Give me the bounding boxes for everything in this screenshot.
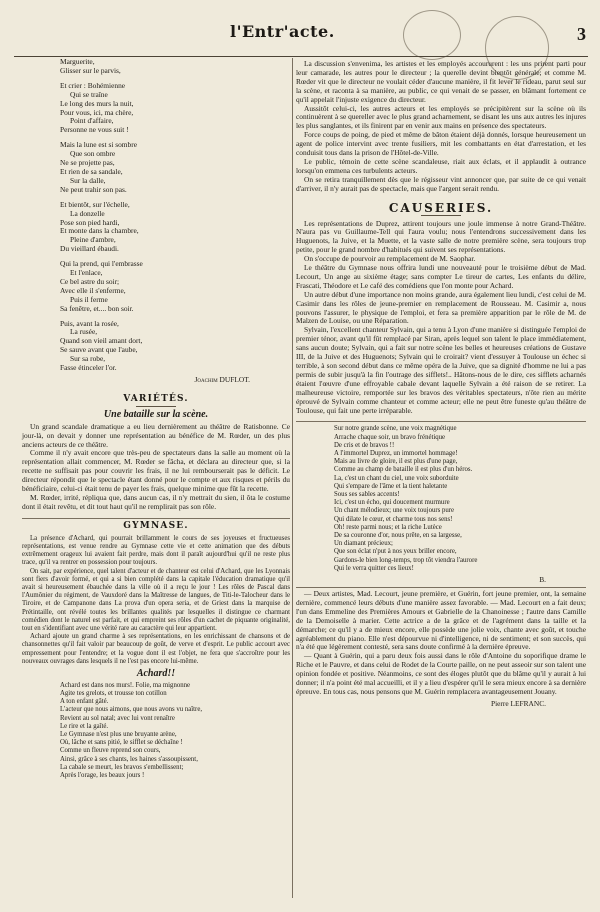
poem-line: Ne peut trahir son pas. — [60, 184, 127, 194]
verse-signature: B. — [539, 575, 546, 585]
article-paragraph: Comme il n'y avait encore que très-peu de spectateurs dans la salle au moment où la représentation allait commencer, M. Rœder se fâcha, et déclara au directeur que, si la recette ne suffisait pas pour couvrir les frais, il ne lui rembourserait pas le déficit. Le directeur répondit que le spectacle étant donné pour le compte et aux risques et périls du bénéficiaire, celui-ci était tenu de payer les frais, quelque minime que fût la recette. — [22, 448, 290, 494]
verse-line: Agite tes grelots, et trousse ton cotillon — [60, 690, 167, 698]
section-divider — [22, 518, 290, 519]
poem-line: Glisser sur le parvis, — [60, 65, 121, 75]
verse-line: Comme au champ de bataille il est plus d'un héros. — [334, 466, 473, 474]
verse-line: Arrache chaque soir, un bravo frénétique — [334, 433, 446, 441]
poem-signature: Joachim DUFLOT. — [194, 375, 250, 384]
poem-line: Point d'affaire, — [70, 116, 114, 126]
poem-line: Mais la lune est si sombre — [60, 140, 137, 150]
achard-verse-title: Achard!! — [136, 667, 176, 679]
poem-line: Et bientôt, sur l'échelle, — [60, 199, 130, 209]
poem-line: Et monte dans la chambre, — [60, 226, 139, 236]
poem-line: Du vieillard ébaudi. — [60, 244, 119, 254]
verse-line: Qui le verra quitter ces lieux! — [334, 564, 414, 572]
verse-line: La cabale se meurt, les bravos s'embellissent; — [60, 763, 184, 771]
verse-line: Un chant mélodieux; une voix toujours pure — [334, 507, 455, 515]
poem-line: Sa fenêtre, et.... bon soir. — [60, 303, 134, 313]
page-number: 3 — [577, 24, 586, 44]
verse-line: A l'immortel Duprez, un immortel hommage! — [334, 450, 458, 458]
verse-line: Qui dilate le cœur, et charme tous nos sens! — [334, 515, 453, 523]
library-stamp-icon — [403, 10, 461, 60]
verse-line: Comme un fleuve reprend son cours, — [60, 747, 161, 755]
article-paragraph: Les représentations de Duprez, attirent toujours une joule immense à notre Grand-Théâtre. N'aura pas vu Guillaume-Tell qui l'aura voulu; nous l'entendrons successivement dans les Huguenots, la Juive, et la Muette, et la vaste salle de notre première scène, sera toujours trop petite, pour le grand nombre d'habitués qui suivent ses représentations. — [296, 218, 586, 255]
verse-line: Revient au sol natal; avec lui vont renaître — [60, 714, 175, 722]
battle-continuation — [296, 60, 586, 194]
poem-line: Et crier : Bohémienne — [60, 80, 126, 90]
verse-line: Achard est dans nos murs!. Folie, ma mignonne — [60, 681, 191, 689]
article-paragraph: Aussitôt celui-ci, les autres acteurs et les employés se précipitèrent sur la scène où ils continuèrent à se quereller avec le plus grand acharnement, se disant les uns aux autres les injures les plus sanglantes, et ils finirent par en venir aux mains en présence des spectateurs. — [296, 103, 586, 131]
poem-line: La rusée, — [70, 327, 98, 337]
verse-line: Ainsi, grâce à ses chants, les haines s'assoupissent, — [60, 755, 198, 763]
varietes-title: VARIÉTÉS. — [22, 395, 290, 407]
article-paragraph: On se retira tranquillement dès que le régisseur vint annoncer que, par suite de ce qui venait d'arriver, il n'y aurait pas de spectacle, mais que l'argent serait rendu. — [296, 174, 586, 193]
article-paragraph: On s'occupe de pourvoir au remplacement de M. Saophar. — [304, 254, 476, 264]
article-paragraph: Un autre début d'une importance non moins grande, aura également lieu lundi, c'est celui de M. Casimir dans les rôles de jeune-premier en remplacement de Rousseau. M. Casimir a, nous pouvons l'assurer, le physique de l'emploi, et fera sa première apparition par le rôle de M. de Malzen de Louise, ou une Réparation. — [296, 289, 586, 326]
poem-line: Pose son pied hardi, — [60, 217, 120, 227]
poem-line: La donzelle — [70, 208, 105, 218]
poem-line: Fasse étinceler l'or. — [60, 363, 117, 373]
poem-line: Le long des murs la nuit, — [60, 98, 134, 108]
header-rule — [14, 56, 588, 57]
poem-line: Qui se traîne — [70, 89, 108, 99]
masthead-title: l'Entr'acte. — [230, 22, 335, 41]
achard-verse — [22, 682, 290, 780]
verse-line: Mais au livre de gloire, il est plus d'une page, — [334, 458, 458, 466]
verse-line: Où, lâche et sans pitié, le sifflet se déchaîne ! — [60, 739, 183, 747]
debuts-article — [296, 590, 586, 697]
varietes-headline: Une bataille sur la scène. — [103, 408, 209, 420]
verse-line: Après l'orage, les beaux jours ! — [60, 772, 145, 780]
article-paragraph: La discussion s'envenima, les artistes et les employés accoururent : les uns prirent parti pour leur camarade, les autres pour le directeur ; la querelle devint bientôt générale; et comme M. Rœder vit que le directeur ne voulait céder d'aucune manière, il fit lever le rideau, parut seul sur la scène, et raconta à sa manière, au public, ce qui venait de se passer, en blâmant fortement ce qu'il appelait l'injuste exigence du directeur. — [296, 59, 586, 104]
verse-line: Qui s'empare de l'âme et la tient haletante — [334, 482, 448, 490]
poem-line: Se sauve avant que l'aube, — [60, 345, 138, 355]
article-paragraph: Achard ajoute un grand charme à ses représentations, en les enrichissant de chansons et de chansonnettes qu'il fait valoir par beaucoup de goût, de verve et d'esprit. Le public accourt avec empressement pour l'entendre; et la vogue dont il est l'objet, ne fera que s'accroître pour les nouveaux ouvrages dans lesquels il ne l'est pas encore lui-même. — [22, 633, 290, 665]
left-column — [22, 58, 290, 780]
poem-line: Marguerite, — [60, 57, 95, 66]
poem-line: Et rien de sa sandale, — [60, 166, 123, 176]
poem-line: Ce bel astre du soir; — [60, 276, 120, 286]
article-paragraph: On sait, par expérience, quel talent d'acteur et de chanteur est celui d'Achard, que les Lyonnais sont fiers d'avoir formé, et qui a si bien complété dans la capitale l'éducation dramatique qu'il avait si heureusement ébauchée dans la ville où il a reçu le jour ! Les rôles de Pascal dans l'Aumônier du régiment, de Vauxdoré dans la Maîtresse de langues, de Titi-le-Talocheur dans le Tiroire, et de Campanone dans La prova d'un opera seria, et de Griest dans la marquise de Prétintaille, ont révélé toutes les brillantes qualités par lesquelles il distingue ce charmant comédien dont le naturel est parfait, et qui empreint ses rôles d'un cachet de piquante originalité, tout en s'identifiant avec une vérité rare au caractère qui leur appartient. — [22, 567, 290, 632]
verse-line: Ici, c'est un écho, qui doucement murmure — [334, 499, 450, 507]
poem-line: Puis il ferme — [70, 294, 108, 304]
article-paragraph: La présence d'Achard, qui pourrait brillamment le cours de ses joyeuses et fructueuses représentations, est venue rendre au Gymnase cette vie et cette animation que des débuts extrêmement orageux lui avaient fait perdre, mais dont il paraît aujourd'hui qu'il ne reste plus trace, qu'il va rentrer en possession pour toujours. — [22, 534, 290, 567]
verse-line: Un diamant précieux; — [334, 540, 393, 548]
poem-line: Pour vous, ici, ma chère, — [60, 107, 134, 117]
verse-line: La, c'est un chant du ciel, une voix suborduite — [334, 474, 459, 482]
verse-line: Gardons-le bien long-temps, trop tôt viendra l'aurore — [334, 556, 478, 564]
column-divider — [292, 58, 293, 898]
poem-line: Quand son vieil amant dort, — [60, 336, 143, 346]
poem-line: Que son ombre — [70, 149, 116, 159]
varietes-body — [22, 423, 290, 512]
article-paragraph: Un grand scandale dramatique a eu lieu dernièrement au théâtre de Ratisbonne. Ce jour-là, on devait y donner une représentation au bénéfice de M. Rœder, un des plus anciens acteurs de ce théâtre. — [22, 421, 290, 449]
verse-line: Le rire et la gaîté. — [60, 722, 109, 730]
article-signature: Pierre LEFRANC. — [490, 698, 546, 708]
verse-line: A ton enfant gâté. — [60, 698, 109, 706]
gymnase-title: GYMNASE. — [123, 520, 189, 531]
poem-line: Sur la dalle, — [70, 175, 106, 185]
verse-line: De sa couronne d'or, nous prête, en sa largesse, — [334, 532, 462, 540]
poem-line: Pleine d'ambre, — [70, 235, 116, 245]
poem-line: Puis, avant la rosée, — [60, 318, 119, 328]
verse-line: Oh! reste parmi nous; et la riche Lutèce — [334, 523, 442, 531]
verse-line: L'acteur que nous aimons, que nous avons vu naître, — [60, 706, 203, 714]
causeries-title: CAUSERIES. — [388, 200, 494, 215]
poem-line: Avec elle il s'enferme, — [60, 285, 126, 295]
poem — [22, 58, 290, 373]
verse-line: Que son éclat n'put à nos yeux briller encore, — [334, 548, 457, 556]
poem-line: Personne ne vous suit ! — [60, 125, 129, 135]
verse-line: Sur notre grande scène, une voix magnétique — [334, 425, 457, 433]
gymnase-body — [22, 535, 290, 666]
article-paragraph: Sylvain, l'excellent chanteur Sylvain, qui a tenu à Lyon d'une manière si distinguée l'emploi de premier ténor, avant qu'il fût remplacé par Siran, après lequel son talent le place immédiatement, sans aucun doute; Sylvain, qui a fait sur notre scène les belles et heureuses créations de Gustave III, de la Juive et des Huguenots; Sylvain qui le croirait? vient d'essuyer à Toulouse un échec si terrible, à son second début dans ce même opéra de la Juive, que sa dignité d'homme ne lui a pas permis de subir jusqu'à la fin l'outrage des sifflets!.. Hâtons-nous de le dire, ces sifflets acharnés étaient l'œuvre d'une effroyable cabale devant laquelle Sylvain a été raison de se retirer. La malheureuse victoire, remportée sur les bravos des véritables spectateurs, n'ôte rien au mérite éprouvé de Sylvain comme chanteur et comme acteur; elle ne peut être funeste qu'au théâtre de Toulouse, qui fait une perte irréparable. — [296, 325, 586, 415]
verse-line: De cris et de bravos !! — [334, 441, 395, 449]
section-divider — [296, 587, 586, 588]
duprez-verse — [296, 425, 586, 573]
article-paragraph: Le public, témoin de cette scène scandaleuse, riait aux éclats, et il applaudit à outrance lorsqu'on emmena ces turbulents acteurs. — [296, 156, 586, 175]
article-paragraph: — Deux artistes, Mad. Lecourt, jeune première, et Guérin, fort jeune premier, ont, la semaine dernière, commencé leurs débuts d'une manière assez favorable. — Mad. Lecourt en a fait deux; l'un dans Emmeline des Premières Amours et Gabrielle de la Chanoinesse ; l'autre dans Camille de la Demoiselle à marier. Cette actrice a de la grâce et de l'agrément dans la taille et la démarche; ce qu'il y a de mieux encore, elle possède une jolie voix, chante avec goût, et touche agréablement du piano. Elle n'est dépourvue ni d'intelligence, ni de sentiment; et son succès, qui n'a été que légèrement contesté, sera sans doute confirmé à la dernière épreuve. — [296, 589, 586, 652]
causeries-body — [296, 220, 586, 416]
article-paragraph: M. Rœder, irrité, répliqua que, dans aucun cas, il n'y mettrait du sien, il ôta le costume dont il était revêtu, et dit tout haut qu'il ne remplirait pas son rôle. — [22, 492, 290, 511]
poem-line: Et l'enlace, — [70, 268, 103, 278]
article-paragraph: Force coups de poing, de pied et même de bâton étaient déjà donnés, lorsque heureusement un agent de police intervint avec trente fusiliers, mit les combattants en état d'arrestation, et les conduisit tous dans la prison de l'Hôtel-de-Ville. — [296, 130, 586, 158]
verse-line: Le Gymnase n'est plus une bruyante arène, — [60, 731, 177, 739]
verse-line: Sous ses sables accents! — [334, 491, 400, 499]
poem-line: Sur sa robe, — [70, 354, 106, 364]
article-paragraph: Le théâtre du Gymnase nous offrira lundi une nouveauté pour le troisième début de Mad. Lecourt, Un ange au sixième étage; sans compter Le tireur de cartes, Les enfants du délire, Frascati, Théodore et Le café des comédiens que l'on monte pour Achard. — [296, 263, 586, 290]
poem-line: Ne se projette pas, — [60, 158, 115, 168]
article-paragraph: — Quant à Guérin, qui a paru deux fois aussi dans le rôle d'Antoine du soporifique drame le Riche et le Pauvre, et dans celui de Rodet de la Courte paille, on ne peut asseoir sur son talent une opinion fondée et positive. Néanmoins, ce sont des éloges plutôt que du blâme qu'il y aurait à lui donner; il n'a point été mal accueilli, et il y a lieu d'espérer qu'il le sera mieux encore à sa dernière épreuve. En tous cas, nous pensons que M. Guérin remplacera avantageusement Jouany. — [296, 651, 586, 696]
right-column — [296, 60, 586, 709]
section-divider — [296, 421, 586, 422]
poem-line: Qui la prend, qui l'embrasse — [60, 259, 143, 269]
